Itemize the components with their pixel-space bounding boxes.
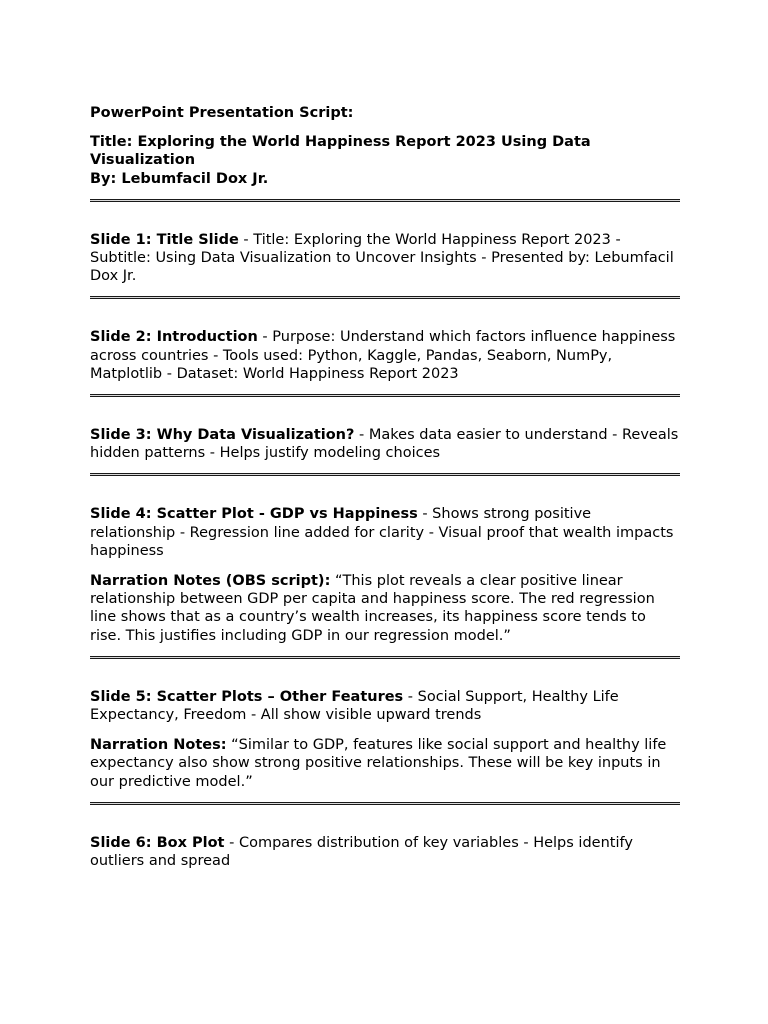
slide-3-text: - Makes data easier to understand - Reveals hidden patterns - Helps justify modeling choices (90, 427, 679, 462)
slide-4-text: - Shows strong positive relationship - Regression line added for clarity - Visual proof that wealth impacts happiness (90, 506, 674, 559)
title-block (90, 133, 680, 188)
slide-5-paragraph (90, 688, 680, 724)
slide-6-text: - Compares distribution of key variables - Helps identify outliers and spread (90, 834, 633, 870)
slide-5-notes-label: Narration Notes: (90, 737, 227, 754)
document-title: Title: Exploring the World Happiness Report 2023 Using Data Visualization (90, 134, 591, 169)
slide-4-section (90, 505, 680, 644)
document-page (90, 104, 680, 870)
slide-3-paragraph (90, 426, 680, 462)
slide-4-paragraph (90, 505, 680, 560)
slide-2-text: - Purpose: Understand which factors influence happiness across countries - Tools used: Python, Kaggle, Pandas, Seaborn, NumPy, Matplotlib - Dataset: World Happiness Report 2023 (90, 329, 676, 382)
slide-1-text: - Title: Exploring the World Happiness Report 2023 - Subtitle: Using Data Visualization to Uncover Insights - Presented by: Lebumfacil Dox Jr. (90, 231, 674, 285)
slide-2-label: Slide 2: Introduction (90, 329, 258, 346)
section-divider (90, 199, 680, 202)
slide-4-narration (90, 572, 680, 645)
slide-1-section (90, 231, 680, 286)
slide-4-notes-text: “This plot reveals a clear positive linear relationship between GDP per capita and happiness score. The red regression line shows that as a country’s wealth increases, its happiness score tends to rise. This justifies including GDP in our regression model.” (90, 573, 655, 644)
slide-5-text: - Social Support, Healthy Life Expectancy, Freedom - All show visible upward trends (90, 688, 619, 724)
slide-5-notes-text: “Similar to GDP, features like social support and healthy life expectancy also show strong positive relationships. These will be key inputs in our predictive model.” (90, 737, 667, 790)
slide-2-paragraph (90, 328, 680, 383)
slide-3-section (90, 426, 680, 462)
slide-6-label: Slide 6: Box Plot (90, 834, 225, 851)
slide-4-notes-label: Narration Notes (OBS script): (90, 573, 331, 590)
slide-5-narration (90, 736, 680, 791)
section-divider (90, 394, 680, 397)
slide-1-paragraph (90, 231, 680, 286)
slide-5-label: Slide 5: Scatter Plots – Other Features (90, 688, 404, 705)
slide-4-label: Slide 4: Scatter Plot - GDP vs Happiness (90, 506, 418, 523)
slide-6-section (90, 834, 680, 870)
slide-2-section (90, 328, 680, 383)
section-divider (90, 656, 680, 659)
document-byline: By: Lebumfacil Dox Jr. (90, 170, 269, 187)
document-heading: PowerPoint Presentation Script: (90, 105, 354, 121)
slide-3-label: Slide 3: Why Data Visualization? (90, 427, 355, 444)
section-divider (90, 473, 680, 476)
slide-5-section (90, 688, 680, 791)
section-divider (90, 296, 680, 299)
section-divider (90, 802, 680, 805)
slide-1-label: Slide 1: Title Slide (90, 231, 239, 248)
slide-6-paragraph (90, 834, 680, 870)
